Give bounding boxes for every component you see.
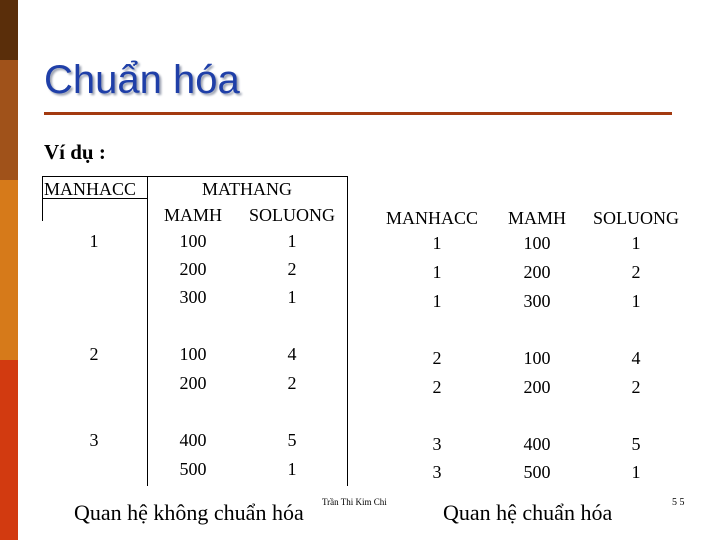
norm-cell: 5 (631, 434, 641, 454)
group-item-soluong: 1 (287, 287, 297, 307)
slide-title: Chuẩn hóa (44, 58, 240, 102)
norm-cell: 1 (631, 462, 641, 482)
group-item-mamh: 100 (179, 231, 207, 251)
norm-cell: 2 (631, 377, 641, 397)
norm-cell: 1 (631, 233, 641, 253)
group-manhacc: 3 (89, 430, 99, 450)
group-item-mamh: 500 (179, 459, 207, 479)
page-number: 5 5 (672, 497, 685, 508)
group-manhacc: 1 (89, 231, 99, 251)
group-item-soluong: 2 (287, 259, 297, 279)
norm-cell: 100 (523, 348, 551, 368)
group-item-mamh: 300 (179, 287, 207, 307)
group-item-soluong: 4 (287, 344, 297, 364)
norm-cell: 200 (523, 262, 551, 282)
group-item-mamh: 200 (179, 259, 207, 279)
group-item-soluong: 1 (287, 231, 297, 251)
norm-cell: 500 (523, 462, 551, 482)
table-divider-vertical (147, 176, 148, 486)
norm-cell: 400 (523, 434, 551, 454)
norm-cell: 100 (523, 233, 551, 253)
group-item-mamh: 200 (179, 373, 207, 393)
subheader-mamh: MAMH (163, 205, 223, 225)
norm-header-manhacc: MANHACC (386, 208, 479, 228)
group-item-soluong: 1 (287, 459, 297, 479)
caption-normalized: Quan hệ chuẩn hóa (443, 500, 613, 525)
norm-cell: 3 (432, 462, 442, 482)
table-border-top (42, 176, 348, 177)
norm-cell: 2 (631, 262, 641, 282)
norm-cell: 1 (432, 291, 442, 311)
sidebar-stripe-orange (0, 180, 18, 360)
example-label: Ví dụ : (44, 140, 106, 164)
norm-cell: 200 (523, 377, 551, 397)
group-item-mamh: 100 (179, 344, 207, 364)
norm-cell: 1 (432, 262, 442, 282)
group-item-soluong: 5 (287, 430, 297, 450)
group-item-mamh: 400 (179, 430, 207, 450)
group-item-soluong: 2 (287, 373, 297, 393)
sidebar-stripe-brown (0, 60, 18, 180)
norm-cell: 2 (432, 377, 442, 397)
caption-unnormalized: Quan hệ không chuẩn hóa (74, 500, 304, 525)
header-manhacc: MANHACC (44, 179, 137, 199)
header-mathang: MATHANG (202, 179, 292, 199)
norm-cell: 2 (432, 348, 442, 368)
author-footer: Trần Thi Kim Chi (322, 497, 387, 507)
norm-cell: 300 (523, 291, 551, 311)
norm-cell: 1 (432, 233, 442, 253)
norm-header-soluong: SOLUONG (592, 208, 680, 228)
sidebar-stripe-red (0, 360, 18, 540)
norm-header-mamh: MAMH (507, 208, 567, 228)
norm-cell: 1 (631, 291, 641, 311)
subheader-soluong: SOLUONG (248, 205, 336, 225)
norm-cell: 3 (432, 434, 442, 454)
title-underline (44, 112, 672, 115)
group-manhacc: 2 (89, 344, 99, 364)
sidebar-stripe-dark (0, 0, 18, 60)
norm-cell: 4 (631, 348, 641, 368)
table-border-right (347, 176, 348, 486)
